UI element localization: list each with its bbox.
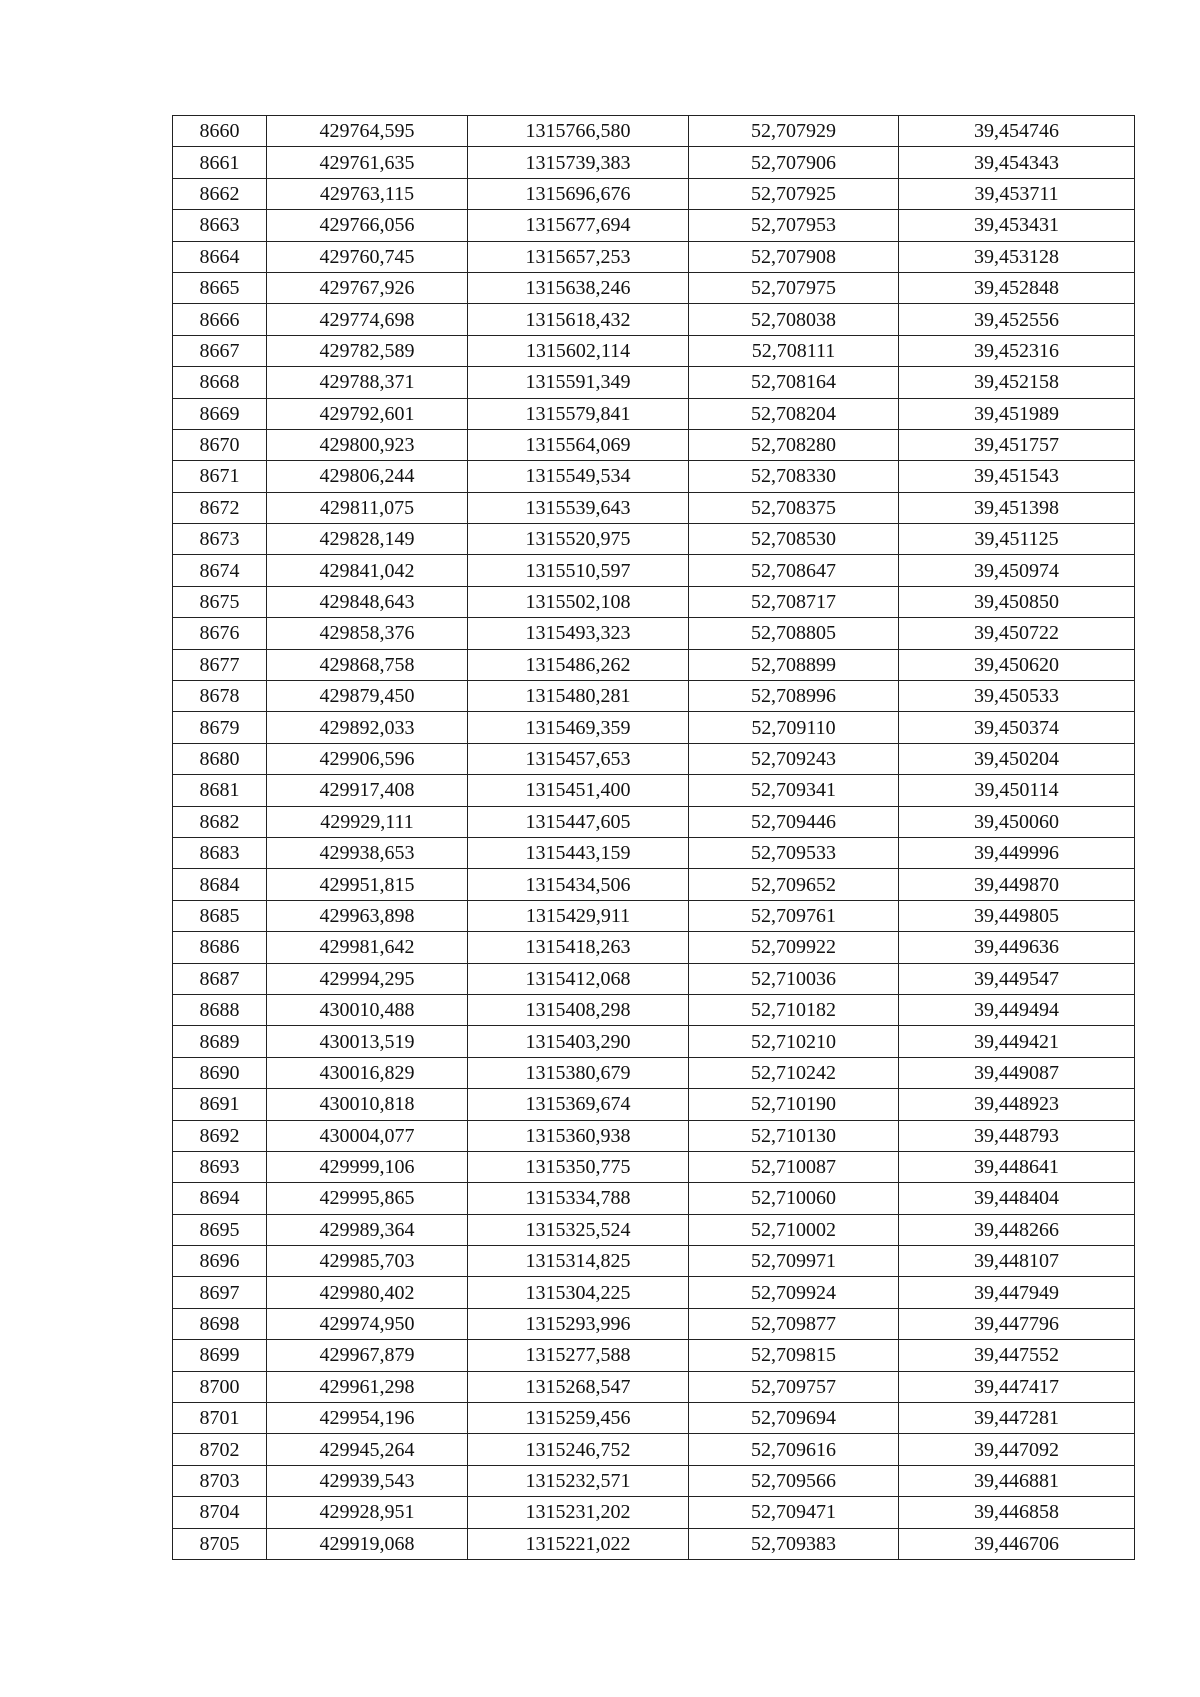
table-row [173,116,1135,147]
coordinate-x-cell: 429995,865 [267,1183,468,1214]
coordinate-y-cell: 1315564,069 [468,429,689,460]
coordinate-y-cell: 1315469,359 [468,712,689,743]
longitude-cell: 39,450620 [899,649,1135,680]
point-number-cell: 8682 [173,806,267,837]
table-row [173,335,1135,366]
table-row [173,367,1135,398]
longitude-cell: 39,448793 [899,1120,1135,1151]
longitude-cell: 39,453431 [899,210,1135,241]
table-row [173,398,1135,429]
latitude-cell: 52,707975 [689,272,899,303]
longitude-cell: 39,450850 [899,586,1135,617]
point-number-cell: 8697 [173,1277,267,1308]
coordinate-x-cell: 429767,926 [267,272,468,303]
longitude-cell: 39,451398 [899,492,1135,523]
table-row [173,1214,1135,1245]
point-number-cell: 8702 [173,1434,267,1465]
table-row [173,178,1135,209]
point-number-cell: 8687 [173,963,267,994]
coordinate-x-cell: 430016,829 [267,1057,468,1088]
coordinate-x-cell: 429999,106 [267,1151,468,1182]
table-row [173,1151,1135,1182]
latitude-cell: 52,708805 [689,618,899,649]
point-number-cell: 8698 [173,1308,267,1339]
coordinate-y-cell: 1315443,159 [468,837,689,868]
longitude-cell: 39,447417 [899,1371,1135,1402]
coordinate-x-cell: 429919,068 [267,1528,468,1559]
table-row [173,1277,1135,1308]
longitude-cell: 39,448641 [899,1151,1135,1182]
longitude-cell: 39,450060 [899,806,1135,837]
longitude-cell: 39,448266 [899,1214,1135,1245]
point-number-cell: 8704 [173,1497,267,1528]
longitude-cell: 39,446881 [899,1465,1135,1496]
latitude-cell: 52,709877 [689,1308,899,1339]
table-row [173,1497,1135,1528]
coordinate-x-cell: 429760,745 [267,241,468,272]
longitude-cell: 39,447552 [899,1340,1135,1371]
point-number-cell: 8700 [173,1371,267,1402]
longitude-cell: 39,449421 [899,1026,1135,1057]
latitude-cell: 52,707925 [689,178,899,209]
coordinate-y-cell: 1315677,694 [468,210,689,241]
coordinate-x-cell: 429985,703 [267,1246,468,1277]
longitude-cell: 39,454746 [899,116,1135,147]
table-row [173,555,1135,586]
point-number-cell: 8684 [173,869,267,900]
coordinate-y-cell: 1315549,534 [468,461,689,492]
point-number-cell: 8660 [173,116,267,147]
coordinate-x-cell: 429954,196 [267,1403,468,1434]
coordinate-y-cell: 1315457,653 [468,743,689,774]
coordinate-y-cell: 1315360,938 [468,1120,689,1151]
coordinate-x-cell: 429917,408 [267,775,468,806]
coordinate-y-cell: 1315246,752 [468,1434,689,1465]
longitude-cell: 39,449636 [899,932,1135,963]
longitude-cell: 39,448107 [899,1246,1135,1277]
table-row [173,1434,1135,1465]
coordinates-table [172,115,1135,1560]
latitude-cell: 52,709815 [689,1340,899,1371]
point-number-cell: 8670 [173,429,267,460]
coordinate-x-cell: 430010,488 [267,994,468,1025]
coordinate-x-cell: 429892,033 [267,712,468,743]
coordinate-x-cell: 429811,075 [267,492,468,523]
coordinate-y-cell: 1315314,825 [468,1246,689,1277]
table-row [173,618,1135,649]
point-number-cell: 8691 [173,1089,267,1120]
point-number-cell: 8669 [173,398,267,429]
point-number-cell: 8676 [173,618,267,649]
table-row [173,586,1135,617]
latitude-cell: 52,709971 [689,1246,899,1277]
coordinate-y-cell: 1315480,281 [468,681,689,712]
coordinate-y-cell: 1315325,524 [468,1214,689,1245]
point-number-cell: 8692 [173,1120,267,1151]
latitude-cell: 52,708530 [689,524,899,555]
latitude-cell: 52,707953 [689,210,899,241]
longitude-cell: 39,453128 [899,241,1135,272]
table-row [173,649,1135,680]
point-number-cell: 8667 [173,335,267,366]
longitude-cell: 39,454343 [899,147,1135,178]
coordinate-y-cell: 1315657,253 [468,241,689,272]
point-number-cell: 8693 [173,1151,267,1182]
table-row [173,1089,1135,1120]
table-row [173,210,1135,241]
latitude-cell: 52,707929 [689,116,899,147]
table-row [173,272,1135,303]
point-number-cell: 8701 [173,1403,267,1434]
point-number-cell: 8662 [173,178,267,209]
coordinate-x-cell: 429980,402 [267,1277,468,1308]
longitude-cell: 39,451757 [899,429,1135,460]
point-number-cell: 8703 [173,1465,267,1496]
longitude-cell: 39,451989 [899,398,1135,429]
table-row [173,932,1135,963]
point-number-cell: 8664 [173,241,267,272]
latitude-cell: 52,709471 [689,1497,899,1528]
table-row [173,1026,1135,1057]
latitude-cell: 52,709243 [689,743,899,774]
coordinate-x-cell: 430013,519 [267,1026,468,1057]
latitude-cell: 52,710002 [689,1214,899,1245]
coordinate-x-cell: 429967,879 [267,1340,468,1371]
coordinate-y-cell: 1315447,605 [468,806,689,837]
point-number-cell: 8673 [173,524,267,555]
longitude-cell: 39,447949 [899,1277,1135,1308]
longitude-cell: 39,449547 [899,963,1135,994]
latitude-cell: 52,708647 [689,555,899,586]
coordinate-y-cell: 1315221,022 [468,1528,689,1559]
coordinate-y-cell: 1315739,383 [468,147,689,178]
coordinate-y-cell: 1315259,456 [468,1403,689,1434]
coordinate-y-cell: 1315380,679 [468,1057,689,1088]
coordinate-y-cell: 1315766,580 [468,116,689,147]
coordinate-y-cell: 1315418,263 [468,932,689,963]
longitude-cell: 39,450204 [899,743,1135,774]
coordinate-x-cell: 429981,642 [267,932,468,963]
table-row [173,241,1135,272]
table-row [173,712,1135,743]
point-number-cell: 8686 [173,932,267,963]
point-number-cell: 8677 [173,649,267,680]
coordinate-y-cell: 1315451,400 [468,775,689,806]
latitude-cell: 52,707906 [689,147,899,178]
latitude-cell: 52,709566 [689,1465,899,1496]
coordinate-y-cell: 1315520,975 [468,524,689,555]
coordinate-x-cell: 429841,042 [267,555,468,586]
latitude-cell: 52,709341 [689,775,899,806]
table-row [173,743,1135,774]
longitude-cell: 39,452316 [899,335,1135,366]
latitude-cell: 52,710036 [689,963,899,994]
coordinate-y-cell: 1315403,290 [468,1026,689,1057]
coordinate-y-cell: 1315369,674 [468,1089,689,1120]
latitude-cell: 52,708717 [689,586,899,617]
coordinate-y-cell: 1315502,108 [468,586,689,617]
table-row [173,429,1135,460]
latitude-cell: 52,710182 [689,994,899,1025]
point-number-cell: 8672 [173,492,267,523]
coordinate-y-cell: 1315434,506 [468,869,689,900]
coordinate-y-cell: 1315232,571 [468,1465,689,1496]
latitude-cell: 52,710210 [689,1026,899,1057]
latitude-cell: 52,709924 [689,1277,899,1308]
longitude-cell: 39,449870 [899,869,1135,900]
point-number-cell: 8671 [173,461,267,492]
coordinate-y-cell: 1315539,643 [468,492,689,523]
coordinate-x-cell: 429761,635 [267,147,468,178]
table-row [173,1057,1135,1088]
point-number-cell: 8668 [173,367,267,398]
latitude-cell: 52,708375 [689,492,899,523]
table-row [173,963,1135,994]
table-row [173,900,1135,931]
coordinate-y-cell: 1315350,775 [468,1151,689,1182]
coordinate-x-cell: 430004,077 [267,1120,468,1151]
coordinate-x-cell: 429788,371 [267,367,468,398]
coordinate-x-cell: 429774,698 [267,304,468,335]
table-row [173,304,1135,335]
longitude-cell: 39,450722 [899,618,1135,649]
point-number-cell: 8666 [173,304,267,335]
coordinate-x-cell: 429800,923 [267,429,468,460]
table-row [173,461,1135,492]
coordinate-x-cell: 429806,244 [267,461,468,492]
coordinate-y-cell: 1315696,676 [468,178,689,209]
table-row [173,1403,1135,1434]
latitude-cell: 52,708038 [689,304,899,335]
point-number-cell: 8665 [173,272,267,303]
longitude-cell: 39,446858 [899,1497,1135,1528]
table-row [173,837,1135,868]
coordinate-y-cell: 1315293,996 [468,1308,689,1339]
coordinate-x-cell: 429828,149 [267,524,468,555]
table-row [173,1465,1135,1496]
point-number-cell: 8699 [173,1340,267,1371]
latitude-cell: 52,710087 [689,1151,899,1182]
latitude-cell: 52,710130 [689,1120,899,1151]
longitude-cell: 39,451543 [899,461,1135,492]
latitude-cell: 52,708330 [689,461,899,492]
table-row [173,775,1135,806]
coordinate-y-cell: 1315412,068 [468,963,689,994]
latitude-cell: 52,708280 [689,429,899,460]
point-number-cell: 8675 [173,586,267,617]
coordinate-x-cell: 429858,376 [267,618,468,649]
latitude-cell: 52,709533 [689,837,899,868]
longitude-cell: 39,450974 [899,555,1135,586]
longitude-cell: 39,453711 [899,178,1135,209]
coordinate-y-cell: 1315602,114 [468,335,689,366]
table-row [173,1528,1135,1559]
table-row [173,1246,1135,1277]
table-row [173,806,1135,837]
table-row [173,524,1135,555]
table-row [173,147,1135,178]
longitude-cell: 39,448923 [899,1089,1135,1120]
coordinate-y-cell: 1315493,323 [468,618,689,649]
coordinate-x-cell: 429782,589 [267,335,468,366]
coordinate-x-cell: 429766,056 [267,210,468,241]
table-row [173,681,1135,712]
latitude-cell: 52,708899 [689,649,899,680]
latitude-cell: 52,708164 [689,367,899,398]
latitude-cell: 52,709446 [689,806,899,837]
coordinate-y-cell: 1315268,547 [468,1371,689,1402]
coordinate-x-cell: 429939,543 [267,1465,468,1496]
coordinate-y-cell: 1315618,432 [468,304,689,335]
latitude-cell: 52,709694 [689,1403,899,1434]
coordinate-x-cell: 429963,898 [267,900,468,931]
coordinate-x-cell: 429974,950 [267,1308,468,1339]
point-number-cell: 8680 [173,743,267,774]
latitude-cell: 52,709761 [689,900,899,931]
latitude-cell: 52,709652 [689,869,899,900]
longitude-cell: 39,451125 [899,524,1135,555]
longitude-cell: 39,452848 [899,272,1135,303]
longitude-cell: 39,447281 [899,1403,1135,1434]
latitude-cell: 52,709383 [689,1528,899,1559]
longitude-cell: 39,448404 [899,1183,1135,1214]
coordinate-x-cell: 429938,653 [267,837,468,868]
coordinate-y-cell: 1315304,225 [468,1277,689,1308]
latitude-cell: 52,710060 [689,1183,899,1214]
coordinate-x-cell: 429763,115 [267,178,468,209]
latitude-cell: 52,708996 [689,681,899,712]
point-number-cell: 8661 [173,147,267,178]
point-number-cell: 8685 [173,900,267,931]
coordinate-x-cell: 429961,298 [267,1371,468,1402]
latitude-cell: 52,709757 [689,1371,899,1402]
coordinate-x-cell: 429764,595 [267,116,468,147]
coordinate-y-cell: 1315579,841 [468,398,689,429]
coordinate-y-cell: 1315408,298 [468,994,689,1025]
coordinate-x-cell: 429879,450 [267,681,468,712]
table-row [173,1308,1135,1339]
table-row [173,1183,1135,1214]
point-number-cell: 8688 [173,994,267,1025]
table-row [173,1120,1135,1151]
point-number-cell: 8705 [173,1528,267,1559]
coordinate-y-cell: 1315510,597 [468,555,689,586]
longitude-cell: 39,452158 [899,367,1135,398]
longitude-cell: 39,452556 [899,304,1135,335]
coordinate-x-cell: 430010,818 [267,1089,468,1120]
table-row [173,1340,1135,1371]
coordinate-x-cell: 429792,601 [267,398,468,429]
point-number-cell: 8674 [173,555,267,586]
coordinate-y-cell: 1315429,911 [468,900,689,931]
point-number-cell: 8681 [173,775,267,806]
point-number-cell: 8696 [173,1246,267,1277]
longitude-cell: 39,449805 [899,900,1135,931]
longitude-cell: 39,447796 [899,1308,1135,1339]
point-number-cell: 8683 [173,837,267,868]
point-number-cell: 8663 [173,210,267,241]
coordinate-y-cell: 1315277,588 [468,1340,689,1371]
coordinate-y-cell: 1315334,788 [468,1183,689,1214]
point-number-cell: 8695 [173,1214,267,1245]
coordinate-y-cell: 1315231,202 [468,1497,689,1528]
longitude-cell: 39,447092 [899,1434,1135,1465]
coordinate-x-cell: 429929,111 [267,806,468,837]
coordinate-x-cell: 429994,295 [267,963,468,994]
point-number-cell: 8679 [173,712,267,743]
coordinate-y-cell: 1315591,349 [468,367,689,398]
latitude-cell: 52,709922 [689,932,899,963]
coordinate-x-cell: 429928,951 [267,1497,468,1528]
longitude-cell: 39,450114 [899,775,1135,806]
point-number-cell: 8678 [173,681,267,712]
table-row [173,869,1135,900]
coordinate-x-cell: 429945,264 [267,1434,468,1465]
latitude-cell: 52,710242 [689,1057,899,1088]
coordinate-x-cell: 429906,596 [267,743,468,774]
coordinate-x-cell: 429868,758 [267,649,468,680]
latitude-cell: 52,710190 [689,1089,899,1120]
point-number-cell: 8694 [173,1183,267,1214]
coordinate-x-cell: 429951,815 [267,869,468,900]
longitude-cell: 39,449996 [899,837,1135,868]
longitude-cell: 39,450533 [899,681,1135,712]
table-row [173,1371,1135,1402]
coordinates-table-body [173,116,1135,1560]
longitude-cell: 39,446706 [899,1528,1135,1559]
point-number-cell: 8689 [173,1026,267,1057]
latitude-cell: 52,708111 [689,335,899,366]
coordinate-x-cell: 429989,364 [267,1214,468,1245]
coordinate-y-cell: 1315486,262 [468,649,689,680]
latitude-cell: 52,707908 [689,241,899,272]
longitude-cell: 39,450374 [899,712,1135,743]
coordinate-y-cell: 1315638,246 [468,272,689,303]
table-row [173,492,1135,523]
latitude-cell: 52,708204 [689,398,899,429]
table-row [173,994,1135,1025]
point-number-cell: 8690 [173,1057,267,1088]
longitude-cell: 39,449087 [899,1057,1135,1088]
latitude-cell: 52,709110 [689,712,899,743]
coordinate-x-cell: 429848,643 [267,586,468,617]
longitude-cell: 39,449494 [899,994,1135,1025]
latitude-cell: 52,709616 [689,1434,899,1465]
